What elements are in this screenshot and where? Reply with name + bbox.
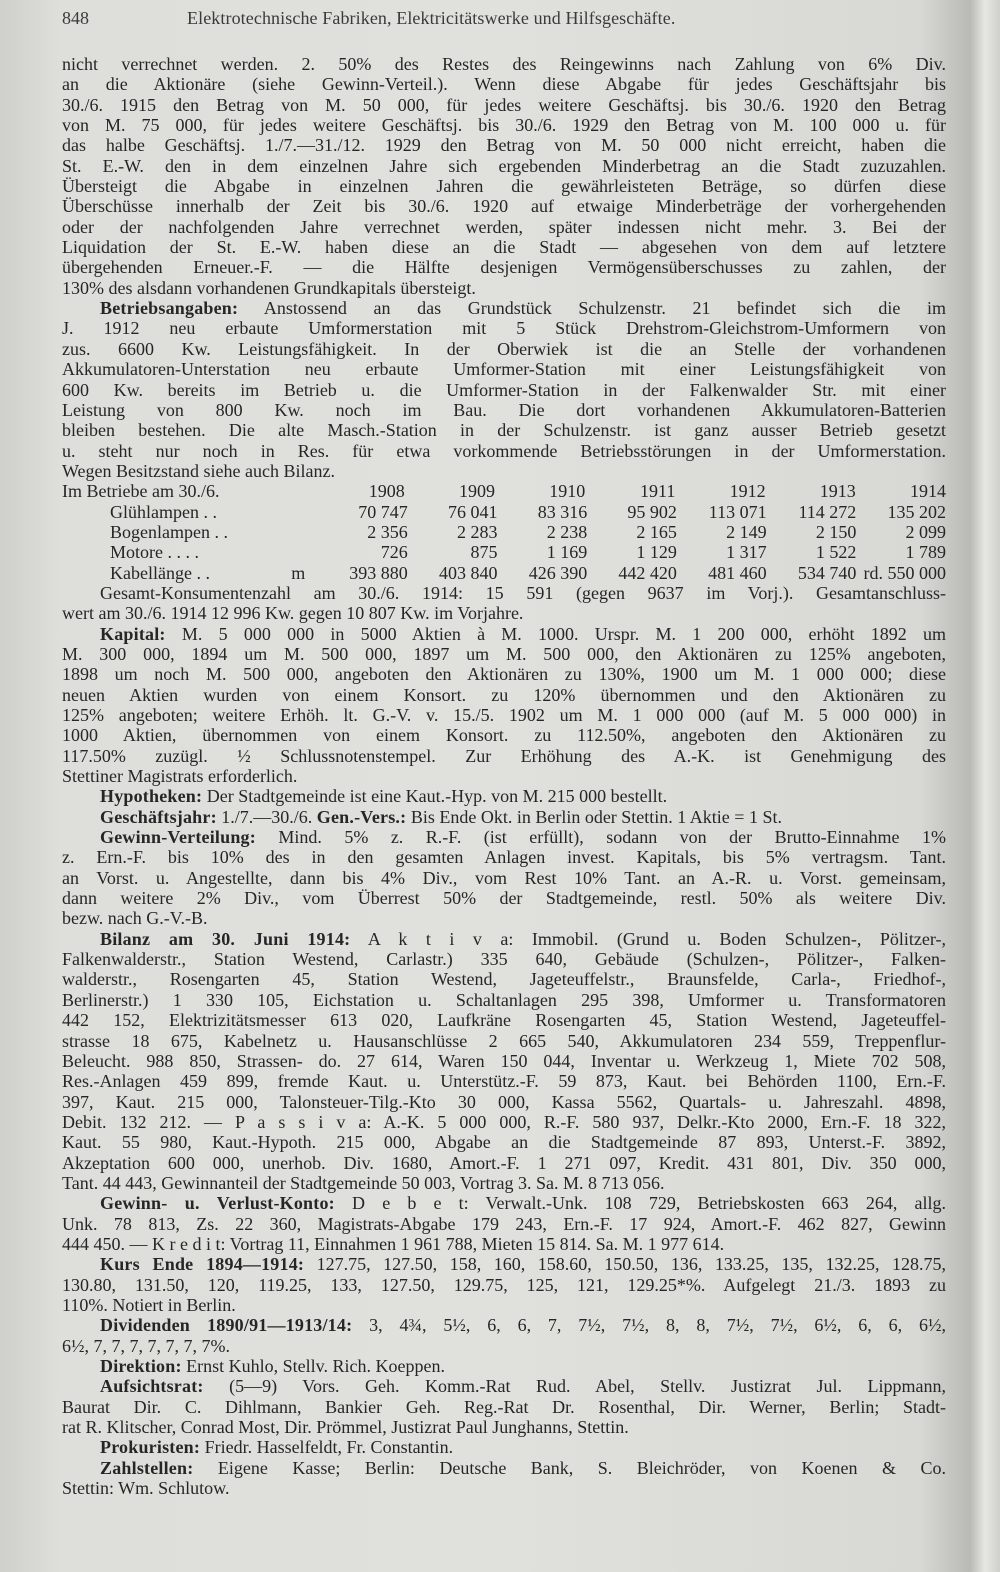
text-line: [62, 847, 946, 867]
table-row-unit: [291, 522, 318, 542]
paragraph-kurs-ende-1894-1914: [62, 1254, 946, 1315]
line-text: 444 450. — K r e d i t: Vortrag 11, Einnahmen 1 961 788, Mieten 15 814. Sa. M. 1 977 614.: [62, 1233, 725, 1254]
text-line: [62, 441, 946, 461]
table-row-unit: [291, 502, 318, 522]
table-row-label: Motore . . . .: [110, 542, 199, 563]
line-text: Leistung von 800 Kw. noch im Bau. Die dort vorhandenen Akkumulatoren-Batterien: [62, 399, 946, 420]
table-cell: 2 165: [636, 521, 677, 542]
line-text: Kaut. 55 980, Kaut.-Hypoth. 215 000, Abgabe an die Stadtgemeinde 87 893, Unterst.-F. 3892,: [62, 1132, 946, 1153]
text-line: [62, 156, 946, 176]
line-text: strasse 18 675, Kabelnetz u. Hausanschlüsse 2 665 540, Akkumulatoren 234 559, Treppenflur-: [62, 1030, 946, 1051]
text-line: [62, 725, 946, 745]
line-text: 600 Kw. bereits im Betrieb u. die Umformer-Station in der Falkenwalder Str. mit einer: [62, 379, 946, 400]
text-line: [62, 1193, 946, 1213]
line-text: oder der nachfolgenden Jahre verrechnet werden, später indessen nicht mehr. 3. Bei der: [62, 216, 946, 237]
line-text: nicht verrechnet werden. 2. 50% des Restes des Reingewinns nach Zahlung von 6% Div.: [62, 54, 946, 74]
paragraph-aufsichtsrat: [62, 1376, 946, 1437]
line-text: Debit. 132 212. — P a s s i v a: A.-K. 5 000 000, R.-F. 580 937, Delkr.-Kto 2000, Ern.-F. 18 322,: [62, 1111, 946, 1132]
line-text: bleiben bestehen. Die alte Masch.-Station in der Schulzenstr. ist ganz ausser Betrieb gesetzt: [62, 420, 946, 441]
paragraph-dividenden-1890-91-1913-14: [62, 1315, 946, 1356]
line-text: neuen Aktien wurden von einem Konsort. zu 120% übernommen und den Aktionären zu: [62, 684, 946, 705]
running-title: Elektrotechnische Fabriken, Elektricitätswerke und Hilfsgeschäfte.: [187, 8, 676, 28]
line-text: (5—9) Vors. Geh. Komm.-Rat Rud. Abel, Stellv. Justizrat Jul. Lippmann,: [203, 1376, 946, 1397]
line-text: 125% angeboten; weitere Erhöh. lt. G.-V. v. 15./5. 1902 um M. 1 000 000 (auf M. 5 000 000) in: [62, 705, 946, 725]
text-line: [62, 74, 946, 94]
line-text: 117.50% zuzügl. ½ Schlussnotenstempel. Zur Erhöhung des A.-K. ist Genehmigung des: [62, 745, 946, 766]
text-line: [62, 949, 946, 969]
text-line: [62, 359, 946, 379]
text-line: [62, 1173, 946, 1193]
table-header-label: Im Betriebe am 30./6.: [62, 481, 220, 502]
table-cell: rd. 550 000: [863, 562, 947, 583]
text-line: [62, 1071, 946, 1091]
paragraph-heading: Zahlstellen:: [100, 1457, 194, 1478]
table-cell: 2 238: [546, 521, 588, 542]
line-text: Übersteigt die Abgabe in einzelnen Jahren die gewährleisteten Beträge, so dürfen diese: [62, 176, 946, 197]
line-text: Gesamt-Konsumentenzahl am 30./6. 1914: 15 591 (gegen 9637 im Vorj.). Gesamtanschluss-: [100, 582, 946, 603]
line-text: walderstr., Rosengarten 45, Station Westend, Jageteuffelstr., Braunsfelde, Carla-, Friedhof-,: [62, 969, 946, 990]
text-line: [62, 705, 946, 725]
table-row-label: Glühlampen . .: [110, 501, 217, 522]
paragraph-heading: Direktion:: [100, 1356, 182, 1376]
table-row: [62, 563, 946, 583]
paragraph-heading: Gewinn-Verteilung:: [100, 827, 256, 848]
paragraph-heading: Aufsichtsrat:: [100, 1376, 204, 1397]
table-row-label: Kabellänge . .: [110, 562, 210, 583]
line-text: 1000 Aktien, übernommen von einem Konsort. zu 112.50%, angeboten den Aktionären zu: [62, 725, 946, 746]
table-cell: 70 747: [358, 501, 408, 522]
text-line: [62, 217, 946, 237]
line-text: 130% des alsdann vorhandenen Grundkapitals übersteigt.: [62, 277, 476, 298]
text-line: [62, 1275, 946, 1295]
text-line: [62, 420, 946, 440]
table-year-header: 1908: [368, 481, 405, 502]
paragraph-heading: Betriebsangaben:: [100, 298, 239, 319]
text-line: [62, 1437, 946, 1457]
paragraph-hypotheken: [62, 786, 946, 806]
text-line: [62, 1153, 946, 1173]
text-line: [62, 115, 946, 135]
table-year-header: 1914: [910, 481, 946, 502]
page-body: [62, 54, 946, 1498]
table-cell: 76 041: [448, 501, 498, 522]
paragraph-bilanz-am-30-juni-1914: [62, 929, 946, 1193]
line-text: 6½, 7, 7, 7, 7, 7, 7, 7%.: [62, 1335, 230, 1356]
text-line: [62, 1132, 946, 1152]
page-header: [62, 8, 942, 30]
text-line: [62, 54, 946, 74]
line-text: an Vorst. u. Angestellte, dann bis 4% Div., vom Rest 10% Tant. an A.-R. u. Vorst. gemeinsam,: [62, 867, 946, 888]
line-text: Akzeptation 600 000, unerhob. Div. 1680, Amort.-F. 1 271 097, Kredit. 431 801, Div. 350 000,: [62, 1152, 946, 1173]
text-line: [62, 1010, 946, 1030]
line-text: Wegen Besitzstand siehe auch Bilanz.: [62, 460, 335, 481]
paragraph-continuation: [62, 54, 946, 298]
table-cell: 442 420: [618, 562, 677, 583]
line-text: 127.75, 127.50, 158, 160, 158.60, 150.50, 136, 133.25, 135, 132.25, 128.75,: [304, 1254, 946, 1275]
line-text: rat R. Klitscher, Conrad Most, Dir. Prömmel, Justizrat Paul Junghanns, Stettin.: [62, 1417, 629, 1438]
table-year-header: 1910: [549, 481, 586, 502]
line-text: z. Ern.-F. bis 10% des in den gesamten Anlagen invest. Kapitals, bis 5% vertragsm. Tant.: [62, 847, 946, 868]
text-line: [62, 990, 946, 1010]
table-cell: 83 316: [537, 501, 588, 522]
line-text: u. steht nur noch in Res. für etwa vorkommende Betriebsstörungen in der Umformerstation.: [62, 440, 946, 461]
line-text: D e b e t: Verwalt.-Unk. 108 729, Betriebskosten 663 264, allg.: [334, 1193, 946, 1214]
paragraph-gewinn-u-verlust-konto: [62, 1193, 946, 1254]
line-text: St. E.-W. den in dem einzelnen Jahre sich ergebenden Minderbetrag an die Stadt zuzuzahlen.: [62, 155, 946, 176]
text-line: [62, 685, 946, 705]
table-cell: 426 390: [528, 562, 588, 583]
table-cell: 726: [380, 542, 408, 563]
table-cell: 1 522: [815, 542, 857, 563]
text-line: [62, 1295, 946, 1315]
text-line: [62, 237, 946, 257]
text-after-table: [62, 583, 946, 1498]
paragraph-heading: Gewinn- u. Verlust-Konto:: [100, 1193, 335, 1214]
text-line: [62, 929, 946, 949]
line-text: übergehenden Erneuer.-F. — die Hälfte desjenigen Vermögensüberschusses zu zahlen, der: [62, 257, 946, 278]
text-line: [62, 1397, 946, 1417]
line-text: Tant. 44 443, Gewinnanteil der Stadtgemeinde 50 003, Vortrag 3. Sa. M. 8 713 056.: [62, 1172, 665, 1193]
paragraph-prokuristen: [62, 1437, 946, 1457]
line-text: an die Aktionäre (siehe Gewinn-Verteil.). Wenn diese Abgabe für jedes Geschäftsjahr bis: [62, 74, 946, 95]
line-text: zus. 6600 Kw. Leistungsfähigkeit. In der Oberwiek ist die an Stelle der vorhandenen: [62, 338, 946, 359]
text-line: [62, 298, 946, 318]
table-cell: 1 129: [636, 542, 677, 563]
table-cell: 2 356: [367, 521, 408, 542]
table-row-unit: m: [291, 562, 306, 583]
text-before-table: [62, 54, 946, 481]
text-line: [62, 888, 946, 908]
text-line: [62, 969, 946, 989]
line-text: Baurat Dir. C. Dihlmann, Bankier Geh. Reg.-Rat Dr. Rosenthal, Dir. Werner, Berlin; Stadt-: [62, 1396, 946, 1417]
text-line: [62, 1417, 946, 1437]
line-text: das halbe Geschäftsj. 1./7.—31./12. 1929 den Betrag von M. 50 000 nicht erreicht, haben die: [62, 135, 946, 156]
text-line: [62, 1092, 946, 1112]
paragraph-heading: Dividenden 1890/91—1913/14:: [100, 1315, 353, 1336]
line-text: Stettiner Magistrats erforderlich.: [62, 766, 298, 787]
text-line: [62, 278, 946, 298]
text-line: [62, 176, 946, 196]
line-text: Berlinerstr.) 1 330 105, Eichstation u. Schaltanlagen 295 398, Umformer u. Transformatoren: [62, 989, 946, 1010]
line-text: Überschüsse innerhalb der Zeit bis 30./6. 1920 auf etwaige Minderbeträge der vorhergehenden: [62, 196, 946, 217]
line-text: Res.-Anlagen 459 899, fremde Kaut. u. Unterstütz.-F. 59 873, Kaut. bei Behörden 1100, Ern.-F.: [62, 1071, 946, 1092]
line-text: 30./6. 1915 den Betrag von M. 50 000, für jedes weitere Geschäftsj. bis 30./6. 1920 den Betrag: [62, 94, 946, 115]
text-line: [62, 827, 946, 847]
table-row: [62, 502, 946, 522]
paragraph-gesch-ftsjahr: [62, 807, 946, 827]
table-row-unit: [291, 542, 318, 562]
text-line: [62, 257, 946, 277]
table-cell: 481 460: [708, 562, 767, 583]
paragraph-heading: Hypotheken:: [100, 786, 203, 807]
table-cell: 1 317: [726, 542, 767, 563]
line-text: 1./7.—30./6.: [216, 806, 317, 827]
line-text: Stettin: Wm. Schlutow.: [62, 1478, 230, 1499]
text-line: [62, 380, 946, 400]
paragraph-heading: Prokuristen:: [100, 1437, 201, 1458]
text-line: [62, 786, 946, 806]
line-text: A k t i v a: Immobil. (Grund u. Boden Schulzen-, Pölitzer-,: [350, 928, 946, 949]
text-line: [62, 746, 946, 766]
text-line: [62, 1254, 946, 1274]
table-unit-spacer: [288, 481, 315, 501]
text-line: [62, 135, 946, 155]
table-row-label: Bogenlampen . .: [110, 521, 228, 542]
line-text: Anstossend an das Grundstück Schulzenstr. 21 befindet sich die im: [238, 298, 946, 319]
line-text: Bis Ende Okt. in Berlin oder Stettin. 1 Aktie = 1 St.: [406, 806, 782, 827]
line-text: Friedr. Hasselfeldt, Fr. Constantin.: [200, 1437, 454, 1458]
table-row: [62, 522, 946, 542]
table-cell: 2 099: [905, 521, 947, 542]
text-line: [62, 1234, 946, 1254]
table-year-header: 1912: [729, 481, 766, 502]
line-text: Liquidation der St. E.-W. haben diese an die Stadt — abgesehen von dem auf letztere: [62, 237, 946, 258]
paragraph-continuation: [62, 583, 946, 624]
text-line: [62, 461, 946, 481]
text-line: [62, 807, 946, 827]
text-line: [62, 1478, 946, 1498]
text-line: [62, 766, 946, 786]
text-line: [62, 1356, 946, 1376]
table-row: [62, 542, 946, 562]
line-text: von M. 75 000, für jedes weitere Geschäftsj. bis 30./6. 1929 den Betrag von M. 100 000 u. für: [62, 115, 946, 136]
line-text: 442 152, Elektrizitätsmesser 613 020, Laufkräne Rosengarten 45, Station Westend, Jageteuffel-: [62, 1010, 946, 1031]
page-number: 848: [62, 8, 89, 28]
text-line: [62, 1458, 946, 1478]
paragraph-subheading: Gen.-Vers.:: [316, 806, 407, 827]
table-cell: 534 740: [797, 562, 857, 583]
table-year-header: 1911: [640, 481, 676, 502]
line-text: Ernst Kuhlo, Stellv. Rich. Koeppen.: [181, 1356, 445, 1376]
table-cell: 403 840: [439, 562, 498, 583]
table-cell: 95 902: [627, 501, 677, 522]
table-cell: 2 283: [457, 521, 498, 542]
table-cell: 2 150: [815, 521, 857, 542]
text-line: [62, 1112, 946, 1132]
line-text: Beleucht. 988 850, Strassen- do. 27 614, Waren 150 044, Inventar u. Werkzeug 1, Miete 702 508,: [62, 1050, 946, 1071]
line-text: 397, Kaut. 215 000, Talonsteuer-Tilg.-Kto 30 000, Kassa 5562, Quartals- u. Jahreszahl. 4898,: [62, 1091, 946, 1112]
line-text: Eigene Kasse; Berlin: Deutsche Bank, S. Bleichröder, von Koenen & Co.: [193, 1457, 946, 1478]
paragraph-kapital: [62, 624, 946, 787]
paragraph-heading: Bilanz am 30. Juni 1914:: [100, 928, 351, 949]
line-text: dann weitere 2% Div., vom Überrest 50% der Stadtgemeinde, restl. 50% als weitere Div.: [62, 888, 946, 909]
text-line: [62, 1315, 946, 1335]
table-cell: 875: [470, 542, 498, 563]
line-text: bezw. nach G.-V.-B.: [62, 908, 208, 929]
text-line: [62, 1031, 946, 1051]
text-line: [62, 868, 946, 888]
table-cell: 135 202: [887, 501, 947, 522]
paragraph-heading: Geschäftsjahr:: [100, 806, 217, 827]
paragraph-heading: Kapital:: [100, 623, 166, 644]
text-line: [62, 196, 946, 216]
table-cell: 1 789: [905, 542, 947, 563]
line-text: M. 300 000, 1894 um M. 500 000, 1897 um M. 500 000, den Aktionären zu 125% angeboten,: [62, 643, 946, 664]
table-cell: 114 272: [798, 501, 857, 522]
text-line: [62, 1051, 946, 1071]
text-line: [62, 318, 946, 338]
paragraph-betriebsangaben: [62, 298, 946, 481]
operations-table: [62, 481, 946, 583]
text-line: [62, 95, 946, 115]
table-year-header: 1909: [458, 481, 495, 502]
text-line: [62, 603, 946, 623]
text-line: [62, 1376, 946, 1396]
text-line: [62, 1336, 946, 1356]
line-text: M. 5 000 000 in 5000 Aktien à M. 1000. Urspr. M. 1 200 000, erhöht 1892 um: [165, 623, 946, 644]
line-text: 130.80, 131.50, 120, 119.25, 133, 127.50, 129.75, 125, 121, 129.25*%. Aufgelegt 21./3. 1893 zu: [62, 1274, 946, 1295]
line-text: J. 1912 neu erbaute Umformerstation mit 5 Stück Drehstrom-Gleichstrom-Umformern von: [62, 318, 946, 339]
text-line: [62, 908, 946, 928]
line-text: Der Stadtgemeinde ist eine Kaut.-Hyp. von M. 215 000 bestellt.: [202, 786, 668, 807]
line-text: Akkumulatoren-Unterstation neu erbaute Umformer-Station mit einer Leistungsfähigkeit von: [62, 359, 946, 380]
text-line: [62, 583, 946, 603]
line-text: 3, 4¾, 5½, 6, 6, 7, 7½, 7½, 8, 8, 7½, 7½, 6½, 6, 6, 6½,: [352, 1315, 947, 1336]
text-line: [62, 644, 946, 664]
paragraph-direktion: [62, 1356, 946, 1376]
line-text: Falkenwalderstr., Station Westend, Carlastr.) 335 640, Gebäude (Schulzen-, Pölitzer-, Falken-: [62, 949, 946, 970]
line-text: wert am 30./6. 1914 12 996 Kw. gegen 10 807 Kw. im Vorjahre.: [62, 603, 524, 624]
line-text: 1898 um noch M. 500 000, angeboten den Aktionären zu 130%, 1900 um M. 1 000 000; diese: [62, 664, 946, 685]
table-cell: 2 149: [726, 521, 767, 542]
line-text: 110%. Notiert in Berlin.: [62, 1294, 236, 1315]
line-text: Mind. 5% z. R.-F. (ist erfüllt), sodann von der Brutto-Einnahme 1%: [255, 827, 946, 848]
table-cell: 113 071: [708, 501, 767, 522]
text-line: [62, 624, 946, 644]
table-header-row: [62, 481, 946, 501]
table-cell: 1 169: [546, 542, 588, 563]
text-line: [62, 400, 946, 420]
text-line: [62, 339, 946, 359]
table-cell: 393 880: [349, 562, 408, 583]
text-line: [62, 1214, 946, 1234]
table-year-header: 1913: [819, 481, 856, 502]
paragraph-heading: Kurs Ende 1894—1914:: [100, 1254, 305, 1275]
paragraph-gewinn-verteilung: [62, 827, 946, 929]
paragraph-zahlstellen: [62, 1458, 946, 1499]
text-line: [62, 664, 946, 684]
line-text: Unk. 78 813, Zs. 22 360, Magistrats-Abgabe 179 243, Ern.-F. 17 924, Amort.-F. 462 827, Gewinn: [62, 1213, 946, 1234]
